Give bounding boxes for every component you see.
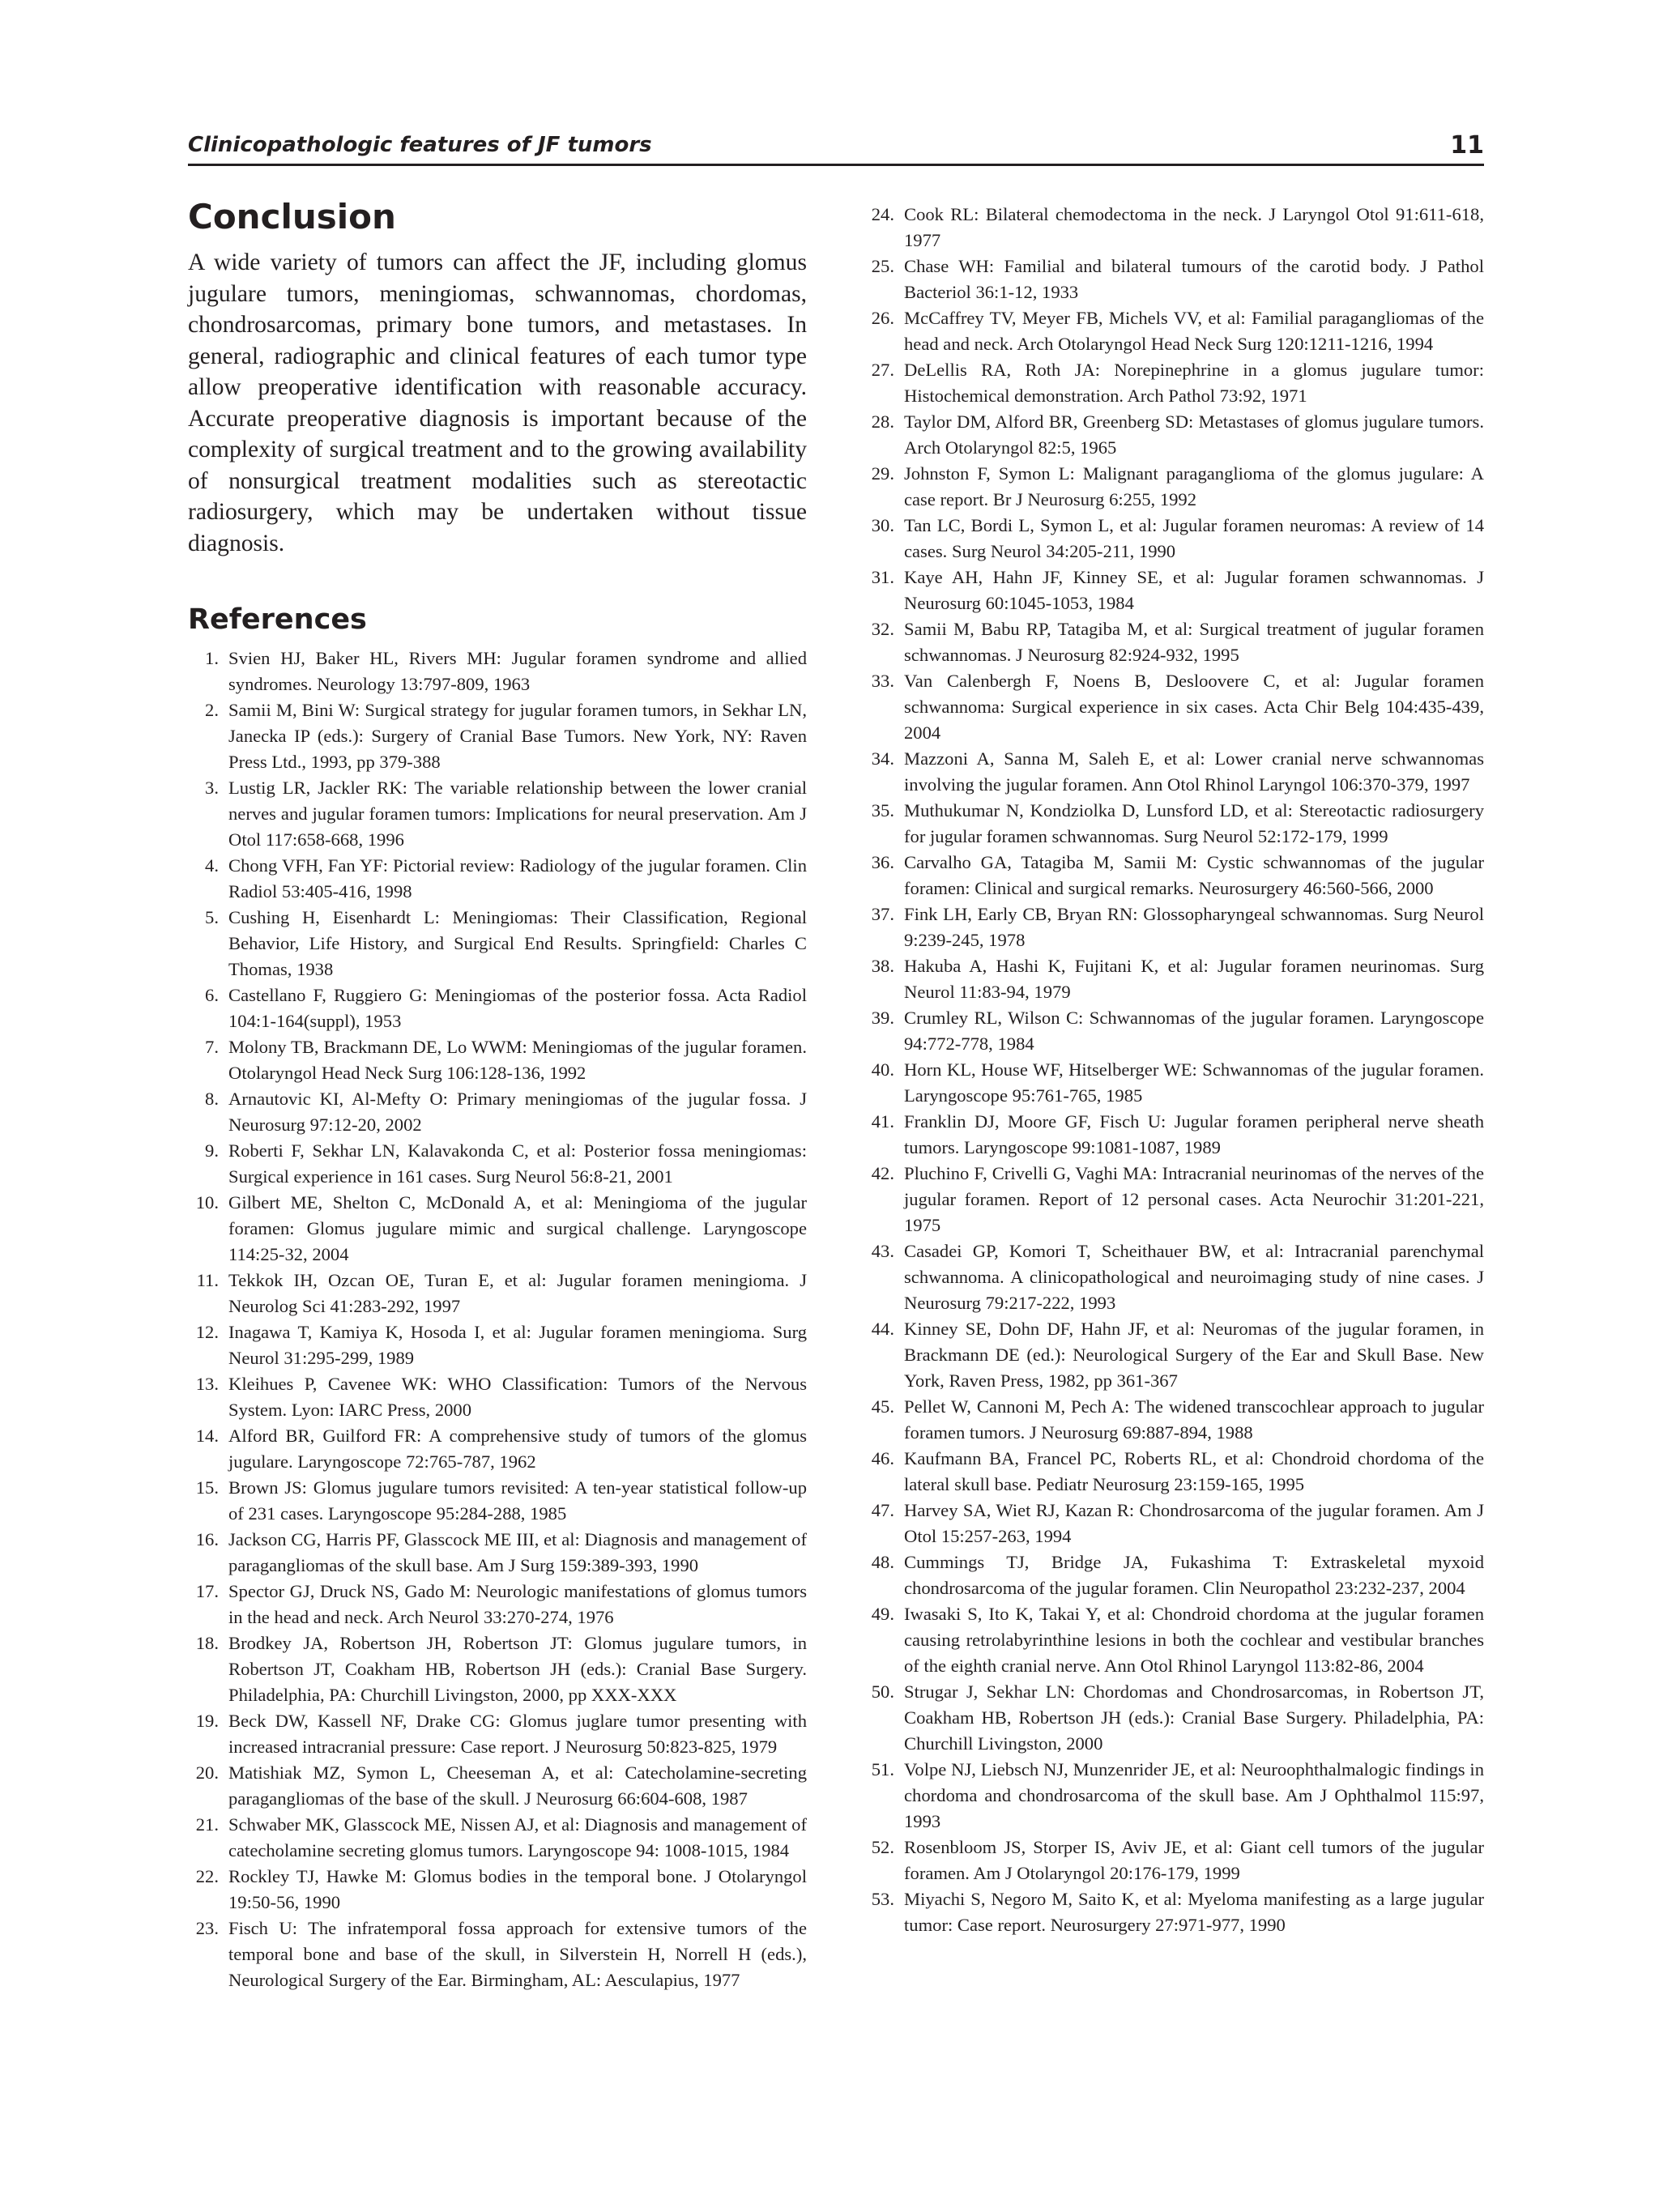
reference-item xyxy=(188,1371,807,1423)
reference-number: 45. xyxy=(871,1396,894,1417)
reference-number: 3. xyxy=(205,777,219,798)
reference-item xyxy=(188,1319,807,1371)
reference-number: 10. xyxy=(195,1191,219,1213)
reference-text: Svien HJ, Baker HL, Rivers MH: Jugular foramen syndrome and allied syndromes. Neurology 13:797-809, 1963 xyxy=(228,647,807,694)
reference-number: 19. xyxy=(195,1710,219,1731)
reference-number: 17. xyxy=(195,1580,219,1601)
reference-number: 33. xyxy=(871,671,894,691)
reference-number: 13. xyxy=(195,1373,219,1394)
reference-number: 39. xyxy=(871,1008,894,1028)
reference-item xyxy=(188,1527,807,1579)
reference-item xyxy=(864,1835,1484,1886)
reference-text: Tan LC, Bordi L, Symon L, et al: Jugular foramen neuromas: A review of 14 cases. Surg Neurol 34:205-211, 1990 xyxy=(904,515,1484,561)
reference-number: 16. xyxy=(195,1528,219,1549)
reference-list-left xyxy=(188,646,807,1993)
reference-number: 49. xyxy=(871,1604,894,1624)
reference-text: Castellano F, Ruggiero G: Meningiomas of the posterior fossa. Acta Radiol 104:1-164(suppl), 1953 xyxy=(228,984,807,1031)
reference-item xyxy=(188,1190,807,1268)
reference-text: Cushing H, Eisenhardt L: Meningiomas: Their Classification, Regional Behavior, Life History, and Surgical End Results. Springfield: Charles C Thomas, 1938 xyxy=(228,906,807,979)
reference-text: Johnston F, Symon L: Malignant paraganglioma of the glomus jugulare: A case report. Br J Neurosurg 6:255, 1992 xyxy=(904,463,1484,509)
reference-number: 53. xyxy=(871,1889,894,1909)
reference-item xyxy=(188,905,807,982)
reference-text: Jackson CG, Harris PF, Glasscock ME III, et al: Diagnosis and management of paragangliomas of the skull base. Am J Surg 159:389-393, 1990 xyxy=(228,1528,807,1575)
reference-item xyxy=(864,305,1484,357)
reference-number: 20. xyxy=(195,1762,219,1783)
reference-item xyxy=(864,1316,1484,1394)
reference-item xyxy=(188,853,807,905)
reference-number: 7. xyxy=(205,1036,219,1057)
reference-text: Spector GJ, Druck NS, Gado M: Neurologic manifestations of glomus tumors in the head and neck. Arch Neurol 33:270-274, 1976 xyxy=(228,1580,807,1627)
reference-number: 36. xyxy=(871,852,894,872)
reference-item xyxy=(864,357,1484,409)
reference-number: 38. xyxy=(871,956,894,976)
reference-number: 9. xyxy=(205,1140,219,1161)
reference-item xyxy=(864,513,1484,565)
reference-text: Lustig LR, Jackler RK: The variable relationship between the lower cranial nerves and jugular foramen tumors: Implications for neural preservation. Am J Otol 117:658-668, 1996 xyxy=(228,777,807,850)
reference-item xyxy=(188,1864,807,1916)
reference-text: Rockley TJ, Hawke M: Glomus bodies in the temporal bone. J Otolaryngol 19:50-56, 1990 xyxy=(228,1865,807,1912)
reference-text: Molony TB, Brackmann DE, Lo WWM: Meningiomas of the jugular foramen. Otolaryngol Head Neck Surg 106:128-136, 1992 xyxy=(228,1036,807,1083)
reference-text: Cummings TJ, Bridge JA, Fukashima T: Extraskeletal myxoid chondrosarcoma of the jugular foramen. Clin Neuropathol 23:232-237, 2004 xyxy=(904,1552,1484,1598)
reference-number: 50. xyxy=(871,1681,894,1702)
reference-number: 24. xyxy=(871,204,894,224)
reference-item xyxy=(188,1916,807,1993)
reference-item xyxy=(188,1708,807,1760)
reference-number: 29. xyxy=(871,463,894,484)
reference-number: 46. xyxy=(871,1448,894,1468)
reference-item xyxy=(188,1630,807,1708)
reference-text: DeLellis RA, Roth JA: Norepinephrine in a glomus jugulare tumor: Histochemical demonstration. Arch Pathol 73:92, 1971 xyxy=(904,360,1484,406)
reference-item xyxy=(864,254,1484,305)
reference-number: 14. xyxy=(195,1425,219,1446)
reference-text: Chong VFH, Fan YF: Pictorial review: Radiology of the jugular foramen. Clin Radiol 53:405-416, 1998 xyxy=(228,855,807,901)
reference-text: Franklin DJ, Moore GF, Fisch U: Jugular foramen peripheral nerve sheath tumors. Laryngoscope 99:1081-1087, 1989 xyxy=(904,1111,1484,1157)
reference-text: Muthukumar N, Kondziolka D, Lunsford LD, et al: Stereotactic radiosurgery for jugular foramen schwannomas. Surg Neurol 52:172-179, 1999 xyxy=(904,800,1484,846)
reference-number: 43. xyxy=(871,1241,894,1261)
reference-number: 18. xyxy=(195,1632,219,1653)
reference-number: 21. xyxy=(195,1813,219,1835)
reference-text: Fink LH, Early CB, Bryan RN: Glossopharyngeal schwannomas. Surg Neurol 9:239-245, 1978 xyxy=(904,904,1484,950)
reference-text: Samii M, Bini W: Surgical strategy for jugular foramen tumors, in Sekhar LN, Janecka IP (eds.): Surgery of Cranial Base Tumors. New York, NY: Raven Press Ltd., 1993, pp 379-388 xyxy=(228,699,807,772)
reference-item xyxy=(864,1549,1484,1601)
reference-text: Volpe NJ, Liebsch NJ, Munzenrider JE, et al: Neuroophthalmalogic findings in chordoma and chondrosarcoma of the skull base. Am J Ophthalmol 115:97, 1993 xyxy=(904,1759,1484,1831)
reference-text: Van Calenbergh F, Noens B, Desloovere C, et al: Jugular foramen schwannoma: Surgical experience in six cases. Acta Chir Belg 104:435-439, 2004 xyxy=(904,671,1484,743)
reference-number: 23. xyxy=(195,1917,219,1938)
reference-number: 44. xyxy=(871,1319,894,1339)
reference-text: Beck DW, Kassell NF, Drake CG: Glomus juglare tumor presenting with increased intracranial pressure: Case report. J Neurosurg 50:823-825, 1979 xyxy=(228,1710,807,1757)
reference-item xyxy=(864,1238,1484,1316)
reference-text: Samii M, Babu RP, Tatagiba M, et al: Surgical treatment of jugular foramen schwannomas. J Neurosurg 82:924-932, 1995 xyxy=(904,619,1484,665)
running-title: Clinicopathologic features of JF tumors xyxy=(188,133,652,157)
reference-text: Pellet W, Cannoni M, Pech A: The widened transcochlear approach to jugular foramen tumors. J Neurosurg 69:887-894, 1988 xyxy=(904,1396,1484,1443)
reference-number: 15. xyxy=(195,1477,219,1498)
reference-number: 48. xyxy=(871,1552,894,1572)
reference-item xyxy=(864,1057,1484,1109)
reference-item xyxy=(864,850,1484,901)
reference-list-right xyxy=(864,202,1484,1938)
reference-item xyxy=(864,409,1484,461)
reference-text: Fisch U: The infratemporal fossa approach for extensive tumors of the temporal bone and base of the skull, in Silverstein H, Norrell H (eds.), Neurological Surgery of the Ear. Birmingham, AL: Aesculapius, 1977 xyxy=(228,1917,807,1990)
reference-number: 41. xyxy=(871,1111,894,1132)
reference-item xyxy=(864,1601,1484,1679)
reference-item xyxy=(864,1005,1484,1057)
reference-text: Cook RL: Bilateral chemodectoma in the neck. J Laryngol Otol 91:611-618, 1977 xyxy=(904,204,1484,250)
reference-text: McCaffrey TV, Meyer FB, Michels VV, et al: Familial paragangliomas of the head and neck. Arch Otolaryngol Head Neck Surg 120:1211-1216, 1994 xyxy=(904,308,1484,354)
reference-number: 4. xyxy=(205,855,219,876)
reference-number: 28. xyxy=(871,411,894,432)
reference-number: 34. xyxy=(871,748,894,769)
reference-text: Kaye AH, Hahn JF, Kinney SE, et al: Jugular foramen schwannomas. J Neurosurg 60:1045-1053, 1984 xyxy=(904,567,1484,613)
reference-text: Gilbert ME, Shelton C, McDonald A, et al: Meningioma of the jugular foramen: Glomus jugulare mimic and surgical challenge. Laryngoscope 114:25-32, 2004 xyxy=(228,1191,807,1264)
reference-text: Casadei GP, Komori T, Scheithauer BW, et al: Intracranial parenchymal schwannoma. A clinicopathological and neuroimaging study of nine cases. J Neurosurg 79:217-222, 1993 xyxy=(904,1241,1484,1313)
reference-number: 22. xyxy=(195,1865,219,1886)
reference-item xyxy=(864,1394,1484,1446)
reference-number: 25. xyxy=(871,256,894,276)
reference-number: 6. xyxy=(205,984,219,1005)
reference-text: Mazzoni A, Sanna M, Saleh E, et al: Lower cranial nerve schwannomas involving the jugular foramen. Ann Otol Rhinol Laryngol 106:370-379, 1997 xyxy=(904,748,1484,795)
reference-text: Schwaber MK, Glasscock ME, Nissen AJ, et al: Diagnosis and management of catecholamine secreting glomus tumors. Laryngoscope 94: 1008-1015, 1984 xyxy=(228,1813,807,1860)
conclusion-heading: Conclusion xyxy=(188,197,396,237)
reference-text: Crumley RL, Wilson C: Schwannomas of the jugular foramen. Laryngoscope 94:772-778, 1984 xyxy=(904,1008,1484,1054)
reference-text: Harvey SA, Wiet RJ, Kazan R: Chondrosarcoma of the jugular foramen. Am J Otol 15:257-263, 1994 xyxy=(904,1500,1484,1546)
reference-item xyxy=(864,461,1484,513)
reference-text: Iwasaki S, Ito K, Takai Y, et al: Chondroid chordoma at the jugular foramen causing retrolabyrinthine lesions in both the cochlear and vestibular branches of the eighth cranial nerve. Ann Otol Rhinol Laryngol 113:82-86, 2004 xyxy=(904,1604,1484,1676)
reference-text: Kinney SE, Dohn DF, Hahn JF, et al: Neuromas of the jugular foramen, in Brackmann DE (ed.): Neurological Surgery of the Ear and Skull Base. New York, Raven Press, 1982, pp 361-367 xyxy=(904,1319,1484,1391)
reference-item xyxy=(864,202,1484,254)
reference-item xyxy=(188,697,807,775)
reference-text: Roberti F, Sekhar LN, Kalavakonda C, et al: Posterior fossa meningiomas: Surgical experience in 161 cases. Surg Neurol 56:8-21, 2001 xyxy=(228,1140,807,1187)
reference-text: Tekkok IH, Ozcan OE, Turan E, et al: Jugular foramen meningioma. J Neurolog Sci 41:283-292, 1997 xyxy=(228,1269,807,1316)
reference-number: 5. xyxy=(205,906,219,927)
reference-number: 52. xyxy=(871,1837,894,1857)
reference-item xyxy=(864,901,1484,953)
reference-item xyxy=(188,1423,807,1475)
reference-number: 27. xyxy=(871,360,894,380)
reference-text: Chase WH: Familial and bilateral tumours of the carotid body. J Pathol Bacteriol 36:1-12, 1933 xyxy=(904,256,1484,302)
reference-item xyxy=(864,746,1484,798)
reference-text: Kleihues P, Cavenee WK: WHO Classification: Tumors of the Nervous System. Lyon: IARC Press, 2000 xyxy=(228,1373,807,1420)
reference-number: 12. xyxy=(195,1321,219,1342)
reference-number: 40. xyxy=(871,1059,894,1080)
reference-item xyxy=(188,1138,807,1190)
reference-item xyxy=(188,1475,807,1527)
reference-text: Hakuba A, Hashi K, Fujitani K, et al: Jugular foramen neurinomas. Surg Neurol 11:83-94, 1979 xyxy=(904,956,1484,1002)
reference-number: 26. xyxy=(871,308,894,328)
reference-number: 8. xyxy=(205,1088,219,1109)
reference-text: Horn KL, House WF, Hitselberger WE: Schwannomas of the jugular foramen. Laryngoscope 95:761-765, 1985 xyxy=(904,1059,1484,1106)
reference-text: Arnautovic KI, Al-Mefty O: Primary meningiomas of the jugular fossa. J Neurosurg 97:12-20, 2002 xyxy=(228,1088,807,1135)
reference-text: Brown JS: Glomus jugulare tumors revisited: A ten-year statistical follow-up of 231 cases. Laryngoscope 95:284-288, 1985 xyxy=(228,1477,807,1524)
reference-item xyxy=(188,1268,807,1319)
reference-number: 2. xyxy=(205,699,219,720)
reference-item xyxy=(188,775,807,853)
reference-text: Rosenbloom JS, Storper IS, Aviv JE, et al: Giant cell tumors of the jugular foramen. Am J Otolaryngol 20:176-179, 1999 xyxy=(904,1837,1484,1883)
page-number: 11 xyxy=(1450,131,1484,160)
reference-number: 30. xyxy=(871,515,894,535)
reference-text: Kaufmann BA, Francel PC, Roberts RL, et al: Chondroid chordoma of the lateral skull base. Pediatr Neurosurg 23:159-165, 1995 xyxy=(904,1448,1484,1494)
reference-item xyxy=(188,982,807,1034)
reference-number: 35. xyxy=(871,800,894,820)
reference-text: Taylor DM, Alford BR, Greenberg SD: Metastases of glomus jugulare tumors. Arch Otolaryngol 82:5, 1965 xyxy=(904,411,1484,458)
reference-text: Carvalho GA, Tatagiba M, Samii M: Cystic schwannomas of the jugular foramen: Clinical and surgical remarks. Neurosurgery 46:560-566, 2000 xyxy=(904,852,1484,898)
reference-number: 37. xyxy=(871,904,894,924)
reference-item xyxy=(188,1034,807,1086)
reference-number: 51. xyxy=(871,1759,894,1779)
reference-item xyxy=(864,1498,1484,1549)
reference-item xyxy=(864,616,1484,668)
reference-number: 1. xyxy=(205,647,219,668)
reference-text: Strugar J, Sekhar LN: Chordomas and Chondrosarcomas, in Robertson JT, Coakham HB, Robertson JH (eds.): Cranial Base Surgery. Philadelphia, PA: Churchill Livingston, 2000 xyxy=(904,1681,1484,1754)
reference-text: Inagawa T, Kamiya K, Hosoda I, et al: Jugular foramen meningioma. Surg Neurol 31:295-299, 1989 xyxy=(228,1321,807,1368)
reference-number: 31. xyxy=(871,567,894,587)
reference-item xyxy=(188,1086,807,1138)
reference-item xyxy=(188,646,807,697)
left-column xyxy=(188,198,807,1993)
reference-number: 11. xyxy=(196,1269,219,1290)
right-column xyxy=(864,202,1484,1938)
reference-item xyxy=(188,1579,807,1630)
conclusion-paragraph: A wide variety of tumors can affect the JF, including glomus jugulare tumors, meningiomas, schwannomas, chordomas, chondrosarcomas, primary bone tumors, and metastases. In general, radiographic and clinical features of each tumor type allow preoperative identification with reasonable accuracy. Accurate preoperative diagnosis is important because of the complexity of surgical treatment and to the growing availability of nonsurgical treatment modalities such as stereotactic radiosurgery, which may be undertaken without tissue diagnosis. xyxy=(188,249,807,556)
reference-item xyxy=(864,1679,1484,1757)
reference-text: Brodkey JA, Robertson JH, Robertson JT: Glomus jugulare tumors, in Robertson JT, Coakham HB, Robertson JH (eds.): Cranial Base Surgery. Philadelphia, PA: Churchill Livingston, 2000, pp XXX-XXX xyxy=(228,1632,807,1705)
reference-item xyxy=(188,1812,807,1864)
reference-item xyxy=(864,668,1484,746)
reference-number: 32. xyxy=(871,619,894,639)
reference-item xyxy=(188,1760,807,1812)
reference-item xyxy=(864,1757,1484,1835)
reference-number: 42. xyxy=(871,1163,894,1183)
reference-item xyxy=(864,1446,1484,1498)
reference-text: Alford BR, Guilford FR: A comprehensive study of tumors of the glomus jugulare. Laryngoscope 72:765-787, 1962 xyxy=(228,1425,807,1472)
reference-text: Miyachi S, Negoro M, Saito K, et al: Myeloma manifesting as a large jugular tumor: Case report. Neurosurgery 27:971-977, 1990 xyxy=(904,1889,1484,1935)
references-heading: References xyxy=(188,603,367,637)
reference-item xyxy=(864,1161,1484,1238)
reference-item xyxy=(864,798,1484,850)
reference-item xyxy=(864,1109,1484,1161)
reference-item xyxy=(864,565,1484,616)
reference-item xyxy=(864,953,1484,1005)
reference-item xyxy=(864,1886,1484,1938)
page-header xyxy=(188,128,1484,166)
reference-number: 47. xyxy=(871,1500,894,1520)
reference-text: Pluchino F, Crivelli G, Vaghi MA: Intracranial neurinomas of the nerves of the jugular foramen. Report of 12 personal cases. Acta Neurochir 31:201-221, 1975 xyxy=(904,1163,1484,1235)
reference-text: Matishiak MZ, Symon L, Cheeseman A, et al: Catecholamine-secreting paragangliomas of the base of the skull. J Neurosurg 66:604-608, 1987 xyxy=(228,1762,807,1809)
